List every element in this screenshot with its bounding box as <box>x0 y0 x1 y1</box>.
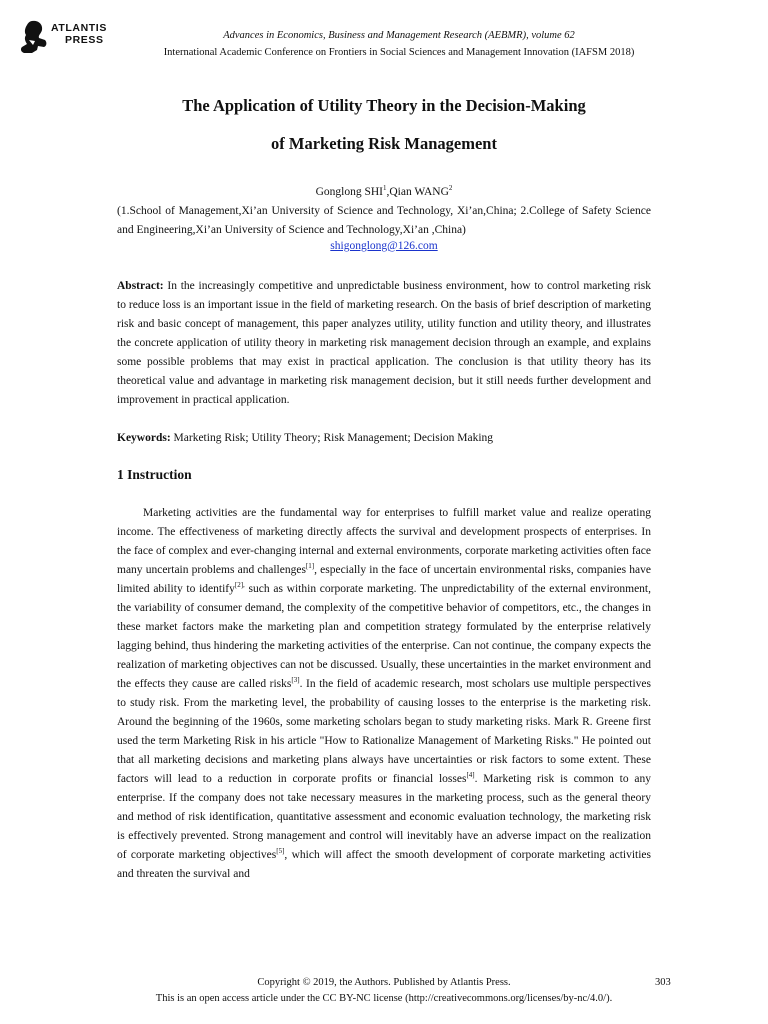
copyright-footer: Copyright © 2019, the Authors. Published by Atlantis Press. <box>257 977 511 988</box>
citation-ref[interactable]: [3] <box>291 676 300 685</box>
author-1-affil: 1 <box>383 184 387 192</box>
conference-header: International Academic Conference on Frontiers in Social Sciences and Management Innovation (IAFSM 2018) <box>163 47 635 58</box>
email-link[interactable]: shigonglong@126.com <box>330 240 438 252</box>
author-list <box>0 184 768 198</box>
journal-header: Advances in Economics, Business and Management Research (AEBMR), volume 62 <box>223 30 575 41</box>
body-sentence: . In the field of academic research, most scholars use multiple perspectives to study risk. From the marketing level, the probability of causing losses to the enterprise is the marketing risk. Around the beginning of the 1960s, some marketing scholars began to study marketing risks. Mark R. Greene first used the term Marketing Risk in his article "How to Rationalize Management of Marketing Risks." He pointed out that all marketing decisions and marketing plans always have uncertainties or risk factors to some extent. These factors will lead to a reduction in corporate profits or financial losses <box>117 678 651 785</box>
author-separator: , <box>386 185 390 198</box>
body-sentence: Marketing activities are the fundamental way for enterprises to fulfill market value and realize operating income. The effectiveness of marketing directly affects the survival and development prospects of enterprises. In the face of complex and ever-changing internal and external environments, corporate marketing activities often face many uncertain problems and challenges <box>117 507 651 576</box>
logo-line2: PRESS <box>65 34 104 46</box>
abstract-text: In the increasingly competitive and unpredictable business environment, how to control marketing risk to reduce loss is an important issue in the field of marketing research. On the basis of brief description of marketing risk and basic concept of management, this paper analyzes utility, utility function and utility theory, and illustrates the concrete application of utility theory in marketing risk management decision through an example, and explains some possible problems that may exist in practical application. The conclusion is that utility theory has its theoretical value and advantage in marketing risk management decision, but it still needs further development and improvement in practical application. <box>117 280 651 406</box>
body-sentence: , which will affect the smooth development of corporate marketing activities and threaten the survival and <box>117 849 652 880</box>
email-line <box>0 240 768 252</box>
license-footer: This is an open access article under the CC BY-NC license (http://creativecommons.org/licenses/by-nc/4.0/). <box>155 993 613 1004</box>
body-sentence: . Marketing risk is common to any enterprise. If the company does not take necessary measures in the marketing process, such as the general theory and method of risk identification, quantitative assessment and economic evaluation technology, the marketing risk is effectively prevented. Strong management and control will inevitably have an adverse impact on the realization of corporate marketing objectives <box>117 773 651 861</box>
paper-title-line2: of Marketing Risk Management <box>271 134 497 153</box>
paper-title-line1: The Application of Utility Theory in the Decision-Making <box>182 96 586 115</box>
keywords <box>117 429 651 448</box>
author-2-affil: 2 <box>448 184 453 192</box>
logo-line1: ATLANTIS <box>51 22 107 34</box>
keywords-label: Keywords: <box>117 432 171 444</box>
author-1: Gonglong SHI <box>315 185 383 198</box>
author-2: Qian WANG <box>389 185 449 198</box>
section-heading: 1 Instruction <box>117 467 192 482</box>
page-number: 303 <box>655 977 671 988</box>
abstract-label: Abstract: <box>117 280 164 292</box>
keywords-text: Marketing Risk; Utility Theory; Risk Management; Decision Making <box>170 432 494 444</box>
abstract <box>117 277 651 410</box>
affiliations: (1.School of Management,Xi’an University of Science and Technology, Xi’an,China; 2.College of Safety Science and Engineering,Xi’an University of Science and Technology,Xi’an ,China) <box>117 205 651 236</box>
citation-ref[interactable]: [4] <box>466 771 475 780</box>
citation-ref[interactable]: [1] <box>305 562 315 571</box>
body-sentence: , especially in the face of uncertain environmental risks, companies have limited ability to identify <box>117 564 651 595</box>
body-sentence: such as within corporate marketing. The unpredictability of the external environment, the variability of consumer demand, the complexity of the competitive behavior of competitors, etc., the changes in these market factors make the marketing plan and competition strategy formulated by the enterprise relatively lagging behind, thus hindering the marketing activities of the enterprise. Can not continue, the company expects the realization of marketing objectives can not be discussed. Usually, these uncertainties in the market environment and the effects they cause are called risks <box>117 583 651 690</box>
body-paragraph <box>117 504 651 884</box>
paragraph-1 <box>117 504 651 884</box>
citation-ref[interactable]: [5] <box>276 847 285 856</box>
citation-ref[interactable]: [2], <box>234 581 245 590</box>
